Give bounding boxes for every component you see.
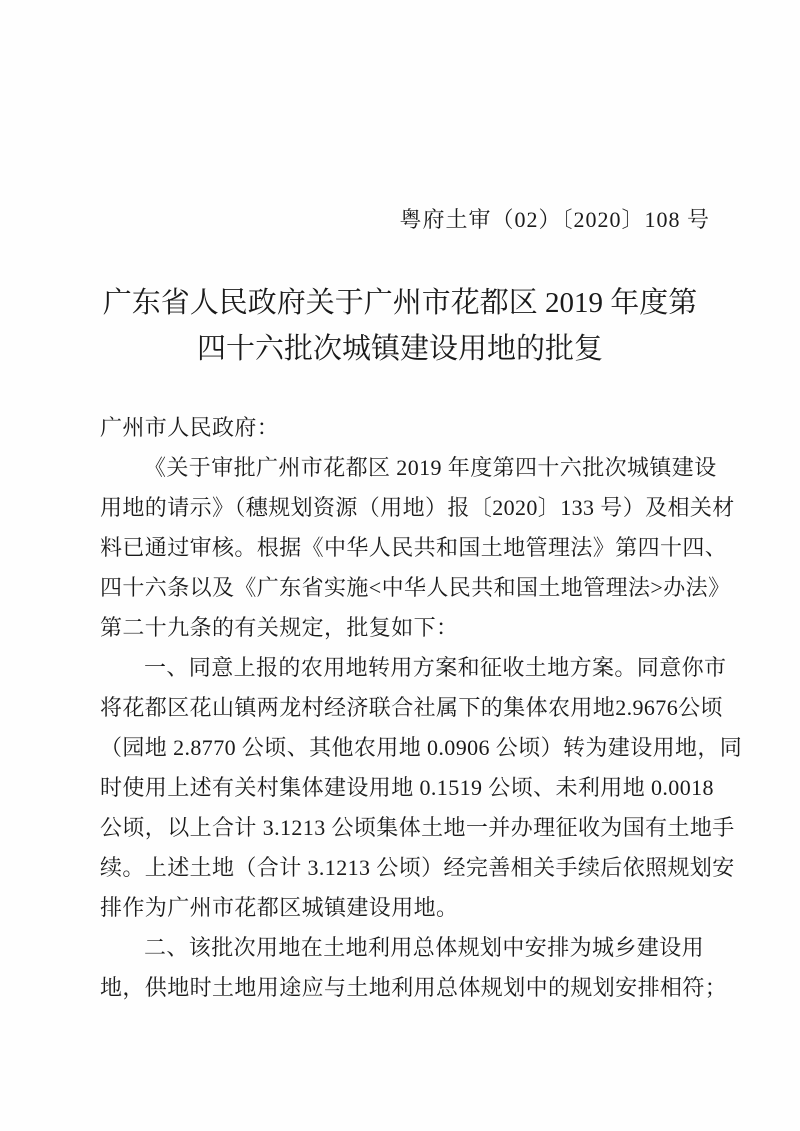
body-line: 将花都区花山镇两龙村经济联合社属下的集体农用地2.9676公顷	[100, 695, 723, 720]
doc-number: 粤府土审（02）〔2020〕108 号	[399, 207, 710, 232]
body-line: 公顷，以上合计 3.1213 公顷集体土地一并办理征收为国有土地手	[100, 815, 735, 840]
body-line: 地，供地时土地用途应与土地利用总体规划中的规划安排相符；	[100, 975, 728, 1000]
document-title	[0, 280, 800, 372]
body-line: 第二十九条的有关规定，批复如下：	[100, 615, 459, 640]
title-line-1: 广东省人民政府关于广州市花都区 2019 年度第	[102, 287, 698, 319]
document-body	[100, 408, 743, 1008]
intro-paragraph	[100, 448, 735, 648]
body-line: 料已通过审核。根据《中华人民共和国土地管理法》第四十四、	[100, 535, 728, 560]
salutation-paragraph	[100, 408, 705, 448]
body-line: 四十六条以及《广东省实施<中华人民共和国土地管理法>办法》	[100, 575, 731, 600]
body-line: 排作为广州市花都区城镇建设用地。	[100, 895, 459, 920]
item-two-paragraph	[100, 928, 728, 1008]
body-line: 续。上述土地（合计 3.1213 公顷）经完善相关手续后依照规划安	[100, 855, 735, 880]
body-line: 《关于审批广州市花都区 2019 年度第四十六批次城镇建设	[144, 455, 717, 480]
title-line-2: 四十六批次城镇建设用地的批复	[196, 333, 603, 365]
salutation: 广州市人民政府：	[100, 415, 280, 440]
body-line: 二、该批次用地在土地利用总体规划中安排为城乡建设用	[144, 935, 705, 960]
body-line: 时使用上述有关村集体建设用地 0.1519 公顷、未利用地 0.0018	[100, 775, 714, 800]
item-one-paragraph	[100, 648, 743, 928]
body-line: 一、同意上报的农用地转用方案和征收土地方案。同意你市	[144, 655, 727, 680]
body-line: 用地的请示》（穗规划资源（用地）报〔2020〕133 号）及相关材	[100, 495, 735, 520]
body-line: （园地 2.8770 公顷、其他农用地 0.0906 公顷）转为建设用地，同	[100, 735, 743, 760]
